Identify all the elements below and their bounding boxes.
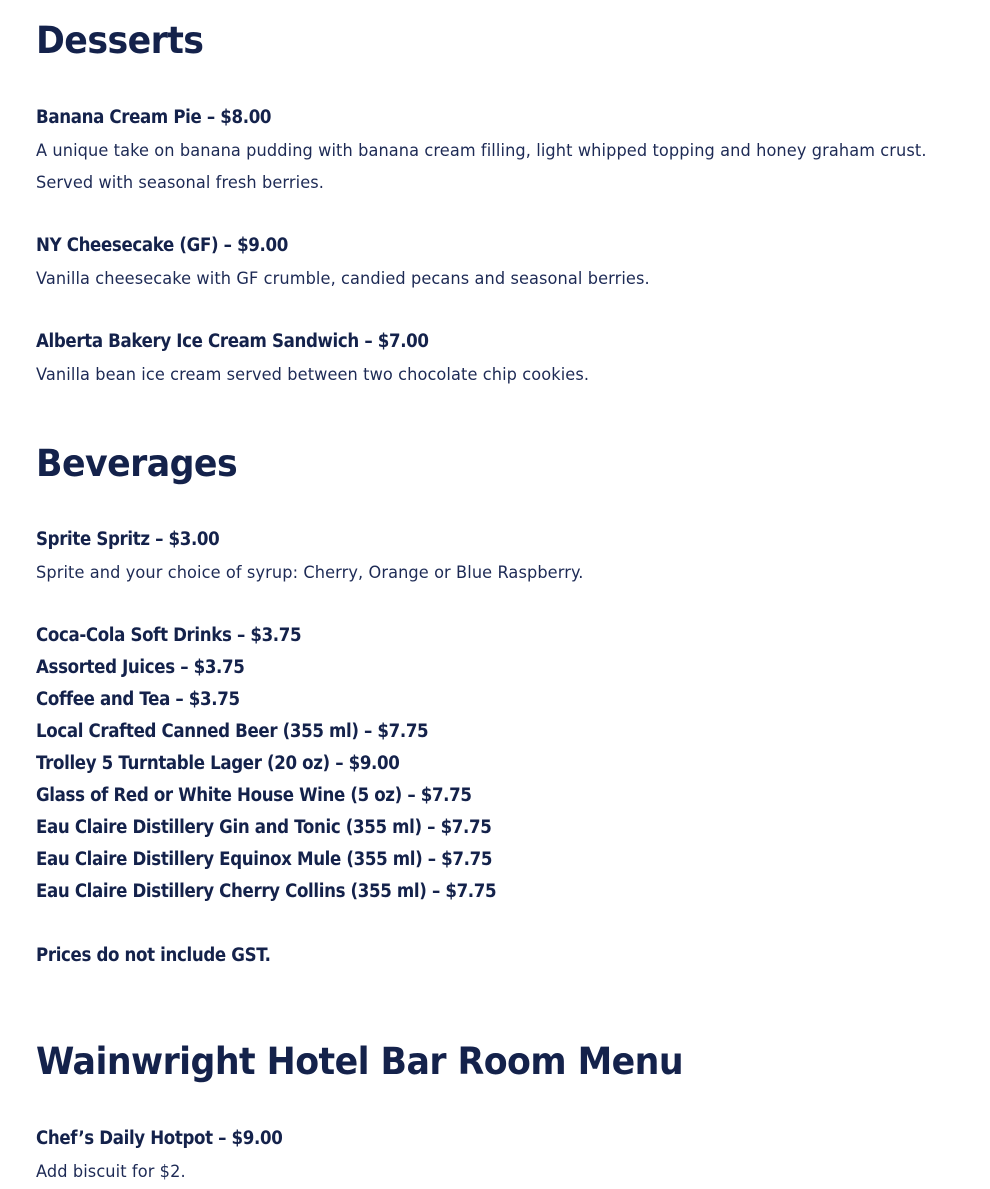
menu-item-title: NY Cheesecake (GF) – $9.00: [36, 235, 288, 256]
beverage-list-item: Coffee and Tea – $3.75: [36, 689, 240, 710]
menu-item-description: Vanilla bean ice cream served between two chocolate chip cookies.: [36, 365, 590, 384]
menu-item-description: A unique take on banana pudding with banana cream filling, light whipped topping and honey graham crust.: [36, 141, 927, 160]
beverage-list-item: Coca-Cola Soft Drinks – $3.75: [36, 625, 302, 646]
menu-item-title: Alberta Bakery Ice Cream Sandwich – $7.00: [36, 331, 429, 352]
menu-item-description: Add biscuit for $2.: [36, 1162, 186, 1181]
beverage-list-item: Eau Claire Distillery Gin and Tonic (355 ml) – $7.75: [36, 817, 492, 838]
menu-item-description: Vanilla cheesecake with GF crumble, candied pecans and seasonal berries.: [36, 269, 650, 288]
bar-room-menu-heading: Wainwright Hotel Bar Room Menu: [36, 1040, 684, 1083]
menu-item-description: Served with seasonal fresh berries.: [36, 173, 325, 192]
beverage-list-item: Trolley 5 Turntable Lager (20 oz) – $9.00: [36, 753, 400, 774]
menu-item-description: Sprite and your choice of syrup: Cherry, Orange or Blue Raspberry.: [36, 563, 584, 582]
beverage-list-item: Eau Claire Distillery Cherry Collins (355 ml) – $7.75: [36, 881, 497, 902]
beverages-heading: Beverages: [36, 442, 238, 485]
menu-item-title: Chef’s Daily Hotpot – $9.00: [36, 1128, 283, 1149]
price-note: Prices do not include GST.: [36, 945, 271, 966]
beverage-list-item: Assorted Juices – $3.75: [36, 657, 245, 678]
beverage-list-item: Local Crafted Canned Beer (355 ml) – $7.75: [36, 721, 429, 742]
desserts-heading: Desserts: [36, 19, 204, 62]
beverage-list-item: Glass of Red or White House Wine (5 oz) – $7.75: [36, 785, 472, 806]
menu-item-title: Banana Cream Pie – $8.00: [36, 107, 272, 128]
menu-item-title: Sprite Spritz – $3.00: [36, 529, 220, 550]
beverage-list-item: Eau Claire Distillery Equinox Mule (355 ml) – $7.75: [36, 849, 493, 870]
